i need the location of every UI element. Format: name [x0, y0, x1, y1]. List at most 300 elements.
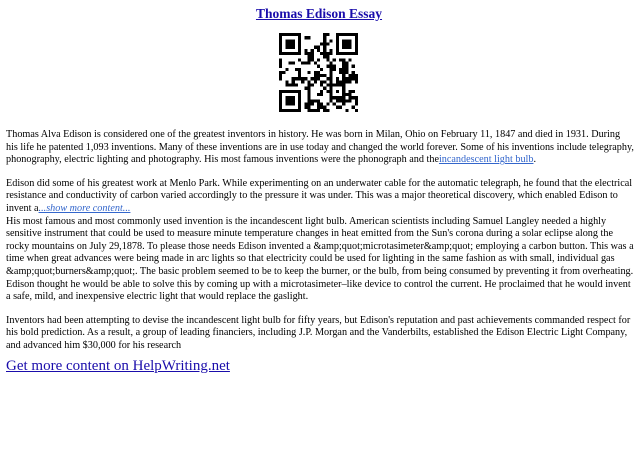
qr-module — [336, 99, 339, 102]
qr-module — [317, 106, 320, 109]
qr-module — [330, 93, 333, 96]
qr-module — [317, 65, 320, 68]
qr-module — [342, 96, 345, 99]
qr-module — [304, 36, 307, 39]
qr-module — [320, 84, 323, 87]
qr-module — [336, 90, 339, 93]
qr-module — [342, 93, 345, 96]
qr-module — [339, 71, 342, 74]
qr-module — [330, 61, 333, 64]
qr-module — [345, 80, 348, 83]
qr-module — [345, 61, 348, 64]
qr-module — [342, 33, 345, 36]
qr-module — [295, 90, 298, 93]
qr-module — [352, 65, 355, 68]
qr-module — [292, 84, 295, 87]
qr-module — [282, 52, 285, 55]
qr-module — [330, 68, 333, 71]
qr-module — [288, 96, 291, 99]
qr-module — [285, 99, 288, 102]
qr-module — [298, 42, 301, 45]
qr-module — [279, 106, 282, 109]
qr-module — [333, 58, 336, 61]
page-title[interactable]: Thomas Edison Essay — [255, 6, 383, 21]
qr-module — [285, 96, 288, 99]
qr-module — [342, 46, 345, 49]
qr-module — [298, 90, 301, 93]
qr-module — [307, 103, 310, 106]
qr-module — [317, 93, 320, 96]
qr-module — [307, 36, 310, 39]
qr-module — [345, 42, 348, 45]
qr-module — [298, 99, 301, 102]
qr-module — [355, 77, 358, 80]
qr-module — [326, 65, 329, 68]
qr-module — [307, 71, 310, 74]
qr-module — [307, 93, 310, 96]
qr-module — [352, 106, 355, 109]
qr-module — [304, 106, 307, 109]
qr-module — [320, 90, 323, 93]
qr-module — [333, 84, 336, 87]
qr-module — [326, 33, 329, 36]
qr-module — [285, 68, 288, 71]
qr-module — [342, 84, 345, 87]
qr-module — [355, 99, 358, 102]
qr-module — [298, 52, 301, 55]
qr-module — [330, 71, 333, 74]
qr-module — [342, 52, 345, 55]
qr-module — [345, 99, 348, 102]
qr-module — [345, 68, 348, 71]
qr-module — [326, 109, 329, 112]
qr-module — [279, 61, 282, 64]
qr-module — [279, 65, 282, 68]
qr-module — [298, 96, 301, 99]
qr-module — [355, 39, 358, 42]
qr-module — [336, 36, 339, 39]
qr-module — [339, 84, 342, 87]
qr-module — [342, 65, 345, 68]
qr-module — [311, 49, 314, 52]
qr-module — [288, 39, 291, 42]
qr-module — [307, 96, 310, 99]
qr-module — [295, 52, 298, 55]
qr-module — [336, 42, 339, 45]
qr-module — [304, 49, 307, 52]
qr-module — [326, 58, 329, 61]
qr-module — [311, 109, 314, 112]
qr-module — [320, 93, 323, 96]
qr-module — [298, 49, 301, 52]
qr-module — [342, 71, 345, 74]
qr-module — [355, 33, 358, 36]
qr-module — [307, 109, 310, 112]
qr-module — [333, 96, 336, 99]
qr-module — [323, 106, 326, 109]
qr-module — [292, 109, 295, 112]
qr-module — [301, 80, 304, 83]
qr-module — [292, 52, 295, 55]
qr-module — [298, 36, 301, 39]
qr-module — [345, 77, 348, 80]
qr-module — [352, 90, 355, 93]
qr-module — [285, 103, 288, 106]
qr-module — [339, 99, 342, 102]
qr-module — [292, 77, 295, 80]
qr-module — [279, 93, 282, 96]
qr-module — [298, 74, 301, 77]
qr-module — [317, 99, 320, 102]
qr-module — [298, 58, 301, 61]
qr-module — [330, 87, 333, 90]
qr-module — [345, 109, 348, 112]
qr-module — [342, 90, 345, 93]
qr-module — [323, 87, 326, 90]
qr-module — [288, 42, 291, 45]
qr-module — [304, 103, 307, 106]
qr-module — [292, 90, 295, 93]
qr-module — [336, 80, 339, 83]
qr-module — [285, 109, 288, 112]
qr-module — [345, 71, 348, 74]
qr-module — [298, 33, 301, 36]
qr-module — [288, 109, 291, 112]
qr-module — [339, 68, 342, 71]
qr-module — [349, 80, 352, 83]
qr-module — [336, 46, 339, 49]
qr-module — [336, 33, 339, 36]
qr-module — [307, 52, 310, 55]
qr-module — [320, 80, 323, 83]
qr-module — [323, 74, 326, 77]
qr-module — [298, 93, 301, 96]
qr-module — [323, 39, 326, 42]
qr-module — [301, 61, 304, 64]
qr-module — [323, 80, 326, 83]
qr-module — [285, 46, 288, 49]
qr-module — [326, 52, 329, 55]
qr-module — [298, 106, 301, 109]
qr-module — [339, 52, 342, 55]
qr-module — [314, 77, 317, 80]
qr-module — [349, 58, 352, 61]
qr-module — [311, 58, 314, 61]
qr-module — [339, 96, 342, 99]
qr-module — [355, 52, 358, 55]
qr-module — [292, 103, 295, 106]
qr-module — [292, 96, 295, 99]
qr-module — [285, 39, 288, 42]
qr-module — [336, 39, 339, 42]
qr-module — [279, 77, 282, 80]
qr-module — [323, 33, 326, 36]
qr-module — [342, 39, 345, 42]
qr-module — [342, 77, 345, 80]
qr-module — [282, 33, 285, 36]
qr-module — [330, 77, 333, 80]
qr-module — [279, 71, 282, 74]
qr-module — [349, 46, 352, 49]
qr-module — [355, 80, 358, 83]
qr-module — [349, 93, 352, 96]
paragraph-2: Edison did some of his greatest work at Menlo Park. While experimenting on an underwater cable for the automatic telegraph, he found that the electrical resistance and conductivity of carbon varied accordingly to the pressure it was under. This was a major theoretical discovery, which enabled Edison to invent a...show more content... — [6, 177, 633, 214]
qr-module — [314, 71, 317, 74]
qr-module — [349, 33, 352, 36]
qr-module — [345, 65, 348, 68]
qr-module — [323, 49, 326, 52]
qr-module — [301, 77, 304, 80]
qr-module — [307, 90, 310, 93]
qr-module — [355, 96, 358, 99]
qr-module — [292, 42, 295, 45]
paragraph-3: His most famous and most commonly used invention is the incandescent light bulb. American scientists including Samuel Langley needed a highly sensitive instrument that could be used to measure minute temperature changes in heat emitted from the Sun's corona during a solar eclipse along the rocky mountains on July 29,1878. To please those needs Edison invented a &amp;quot;microtasimeter&amp;quot; employing a carbon button. This was a time when great advances were being made in arc lights so that electricity could be used for lighting in the same fashion as with small, individual gas &amp;quot;burners&amp;quot;. The basic problem seemed to be to keep the burner, or the bulb, from being consumed by preventing it from overheating. Edison thought he would be able to solve this by coming up with a microtasimeter–like device to control the current. He proclaimed that he would invent a safe, mild, and inexpensive electric light that would replace the gaslight. — [6, 215, 634, 303]
qr-module — [292, 61, 295, 64]
qr-module — [349, 52, 352, 55]
qr-module — [279, 46, 282, 49]
qr-module — [355, 103, 358, 106]
qr-module — [336, 49, 339, 52]
qr-module — [349, 99, 352, 102]
qr-module — [279, 90, 282, 93]
qr-module — [307, 55, 310, 58]
qr-module — [330, 52, 333, 55]
qr-module — [317, 71, 320, 74]
qr-module — [342, 87, 345, 90]
qr-module — [292, 80, 295, 83]
qr-module — [333, 65, 336, 68]
get-more-content-link[interactable]: Get more content on HelpWriting.net — [6, 358, 230, 374]
qr-module — [326, 55, 329, 58]
qr-module — [298, 71, 301, 74]
qr-module — [352, 33, 355, 36]
qr-module — [336, 84, 339, 87]
qr-module — [285, 84, 288, 87]
qr-module — [336, 106, 339, 109]
qr-module — [320, 52, 323, 55]
qr-module — [330, 90, 333, 93]
qr-module — [336, 77, 339, 80]
qr-module — [345, 39, 348, 42]
qr-code-icon — [279, 33, 358, 112]
qr-module — [345, 46, 348, 49]
qr-module — [320, 103, 323, 106]
qr-module — [342, 103, 345, 106]
qr-module — [285, 52, 288, 55]
qr-module — [279, 52, 282, 55]
qr-module — [288, 84, 291, 87]
qr-module — [355, 36, 358, 39]
qr-module — [298, 46, 301, 49]
qr-module — [311, 55, 314, 58]
qr-module — [352, 71, 355, 74]
qr-module — [317, 109, 320, 112]
qr-module — [285, 90, 288, 93]
qr-module — [349, 39, 352, 42]
qr-module — [336, 96, 339, 99]
qr-module — [288, 52, 291, 55]
qr-module — [342, 58, 345, 61]
qr-module — [345, 33, 348, 36]
qr-module — [279, 109, 282, 112]
qr-module — [339, 80, 342, 83]
qr-module — [311, 84, 314, 87]
qr-module — [307, 84, 310, 87]
qr-module — [342, 42, 345, 45]
qr-module — [323, 52, 326, 55]
incandescent-light-bulb-link[interactable]: incandescent light bulb — [438, 154, 534, 166]
essay-body — [6, 129, 634, 353]
qr-module — [333, 68, 336, 71]
qr-module — [317, 58, 320, 61]
qr-module — [295, 77, 298, 80]
qr-module — [330, 80, 333, 83]
qr-module — [298, 77, 301, 80]
qr-module — [298, 39, 301, 42]
qr-module — [314, 61, 317, 64]
qr-module — [292, 33, 295, 36]
qr-module — [298, 68, 301, 71]
qr-module — [304, 61, 307, 64]
paragraph-1: Thomas Alva Edison is considered one of the greatest inventors in history. He was born in Milan, Ohio on February 11, 1847 and died in 1931. During his life he patented 1,093 inventions. Many of these inventions are in use today and changed the world forever. Some of his inventions include telegraphy, phonography, electric lighting and photography. His most famous inventions were the phonograph and theincandescent light bulb. — [6, 129, 634, 166]
qr-module — [298, 109, 301, 112]
qr-module — [304, 77, 307, 80]
paragraph-4: Inventors had been attempting to devise the incandescent light bulb for fifty years, but Edison's reputation and past achievements commanded respect for his bold prediction. As a result, a group of leading financiers, including J.P. Morgan and the Vanderbilts, established the Edison Electric Light Company, and advanced him $30,000 for his research — [6, 314, 631, 351]
qr-module — [352, 74, 355, 77]
qr-module — [355, 109, 358, 112]
qr-module — [288, 90, 291, 93]
show-more-link[interactable]: ...show more content... — [38, 202, 131, 214]
qr-module — [330, 99, 333, 102]
qr-module — [317, 49, 320, 52]
qr-module — [307, 58, 310, 61]
qr-module — [352, 77, 355, 80]
qr-module — [311, 103, 314, 106]
qr-module — [307, 99, 310, 102]
qr-module — [314, 46, 317, 49]
qr-module — [342, 68, 345, 71]
qr-module — [292, 99, 295, 102]
qr-module — [279, 39, 282, 42]
qr-module — [314, 74, 317, 77]
qr-module — [288, 99, 291, 102]
qr-module — [323, 46, 326, 49]
qr-module — [279, 33, 282, 36]
qr-module — [355, 49, 358, 52]
qr-module — [314, 99, 317, 102]
qr-module — [330, 74, 333, 77]
qr-module — [279, 49, 282, 52]
qr-module — [285, 42, 288, 45]
qr-module — [304, 52, 307, 55]
qr-module — [311, 99, 314, 102]
qr-module — [345, 93, 348, 96]
qr-module — [307, 106, 310, 109]
qr-module — [342, 74, 345, 77]
qr-module — [285, 80, 288, 83]
qr-module — [311, 52, 314, 55]
qr-module — [279, 74, 282, 77]
qr-module — [279, 103, 282, 106]
qr-module — [349, 90, 352, 93]
qr-module — [282, 109, 285, 112]
qr-module — [323, 42, 326, 45]
qr-module — [282, 90, 285, 93]
qr-module — [320, 68, 323, 71]
qr-module — [342, 99, 345, 102]
qr-module — [355, 46, 358, 49]
qr-module — [285, 33, 288, 36]
qr-module — [330, 49, 333, 52]
qr-module — [323, 36, 326, 39]
qr-module — [330, 96, 333, 99]
qr-module — [279, 42, 282, 45]
qr-module — [317, 46, 320, 49]
qr-module — [295, 109, 298, 112]
qr-module — [304, 87, 307, 90]
qr-module — [292, 46, 295, 49]
qr-module — [326, 90, 329, 93]
qr-module — [320, 106, 323, 109]
qr-module — [326, 77, 329, 80]
qr-module — [317, 74, 320, 77]
qr-module — [355, 42, 358, 45]
qr-module — [298, 103, 301, 106]
qr-module — [323, 55, 326, 58]
qr-module — [342, 80, 345, 83]
qr-module — [288, 61, 291, 64]
qr-module — [279, 99, 282, 102]
qr-module — [320, 42, 323, 45]
qr-module — [352, 96, 355, 99]
qr-module — [292, 39, 295, 42]
qr-module — [330, 84, 333, 87]
qr-module — [336, 52, 339, 55]
qr-module — [339, 106, 342, 109]
qr-module — [355, 74, 358, 77]
qr-module — [279, 96, 282, 99]
qr-module — [330, 39, 333, 42]
qr-module — [326, 42, 329, 45]
qr-module — [295, 84, 298, 87]
qr-module — [295, 33, 298, 36]
qr-module — [317, 77, 320, 80]
qr-module — [288, 103, 291, 106]
qr-module — [279, 36, 282, 39]
qr-module — [295, 68, 298, 71]
qr-module — [345, 52, 348, 55]
qr-module — [307, 87, 310, 90]
qr-module — [349, 42, 352, 45]
qr-module — [326, 103, 329, 106]
qr-module — [330, 65, 333, 68]
qr-module — [314, 109, 317, 112]
qr-module — [352, 52, 355, 55]
qr-module — [326, 84, 329, 87]
qr-module — [349, 77, 352, 80]
qr-module — [307, 80, 310, 83]
qr-module — [349, 96, 352, 99]
qr-module — [288, 33, 291, 36]
qr-module — [282, 71, 285, 74]
qr-module — [333, 103, 336, 106]
qr-module — [317, 103, 320, 106]
qr-module — [279, 58, 282, 61]
qr-module — [311, 77, 314, 80]
qr-module — [323, 109, 326, 112]
qr-module — [339, 58, 342, 61]
qr-module — [320, 74, 323, 77]
